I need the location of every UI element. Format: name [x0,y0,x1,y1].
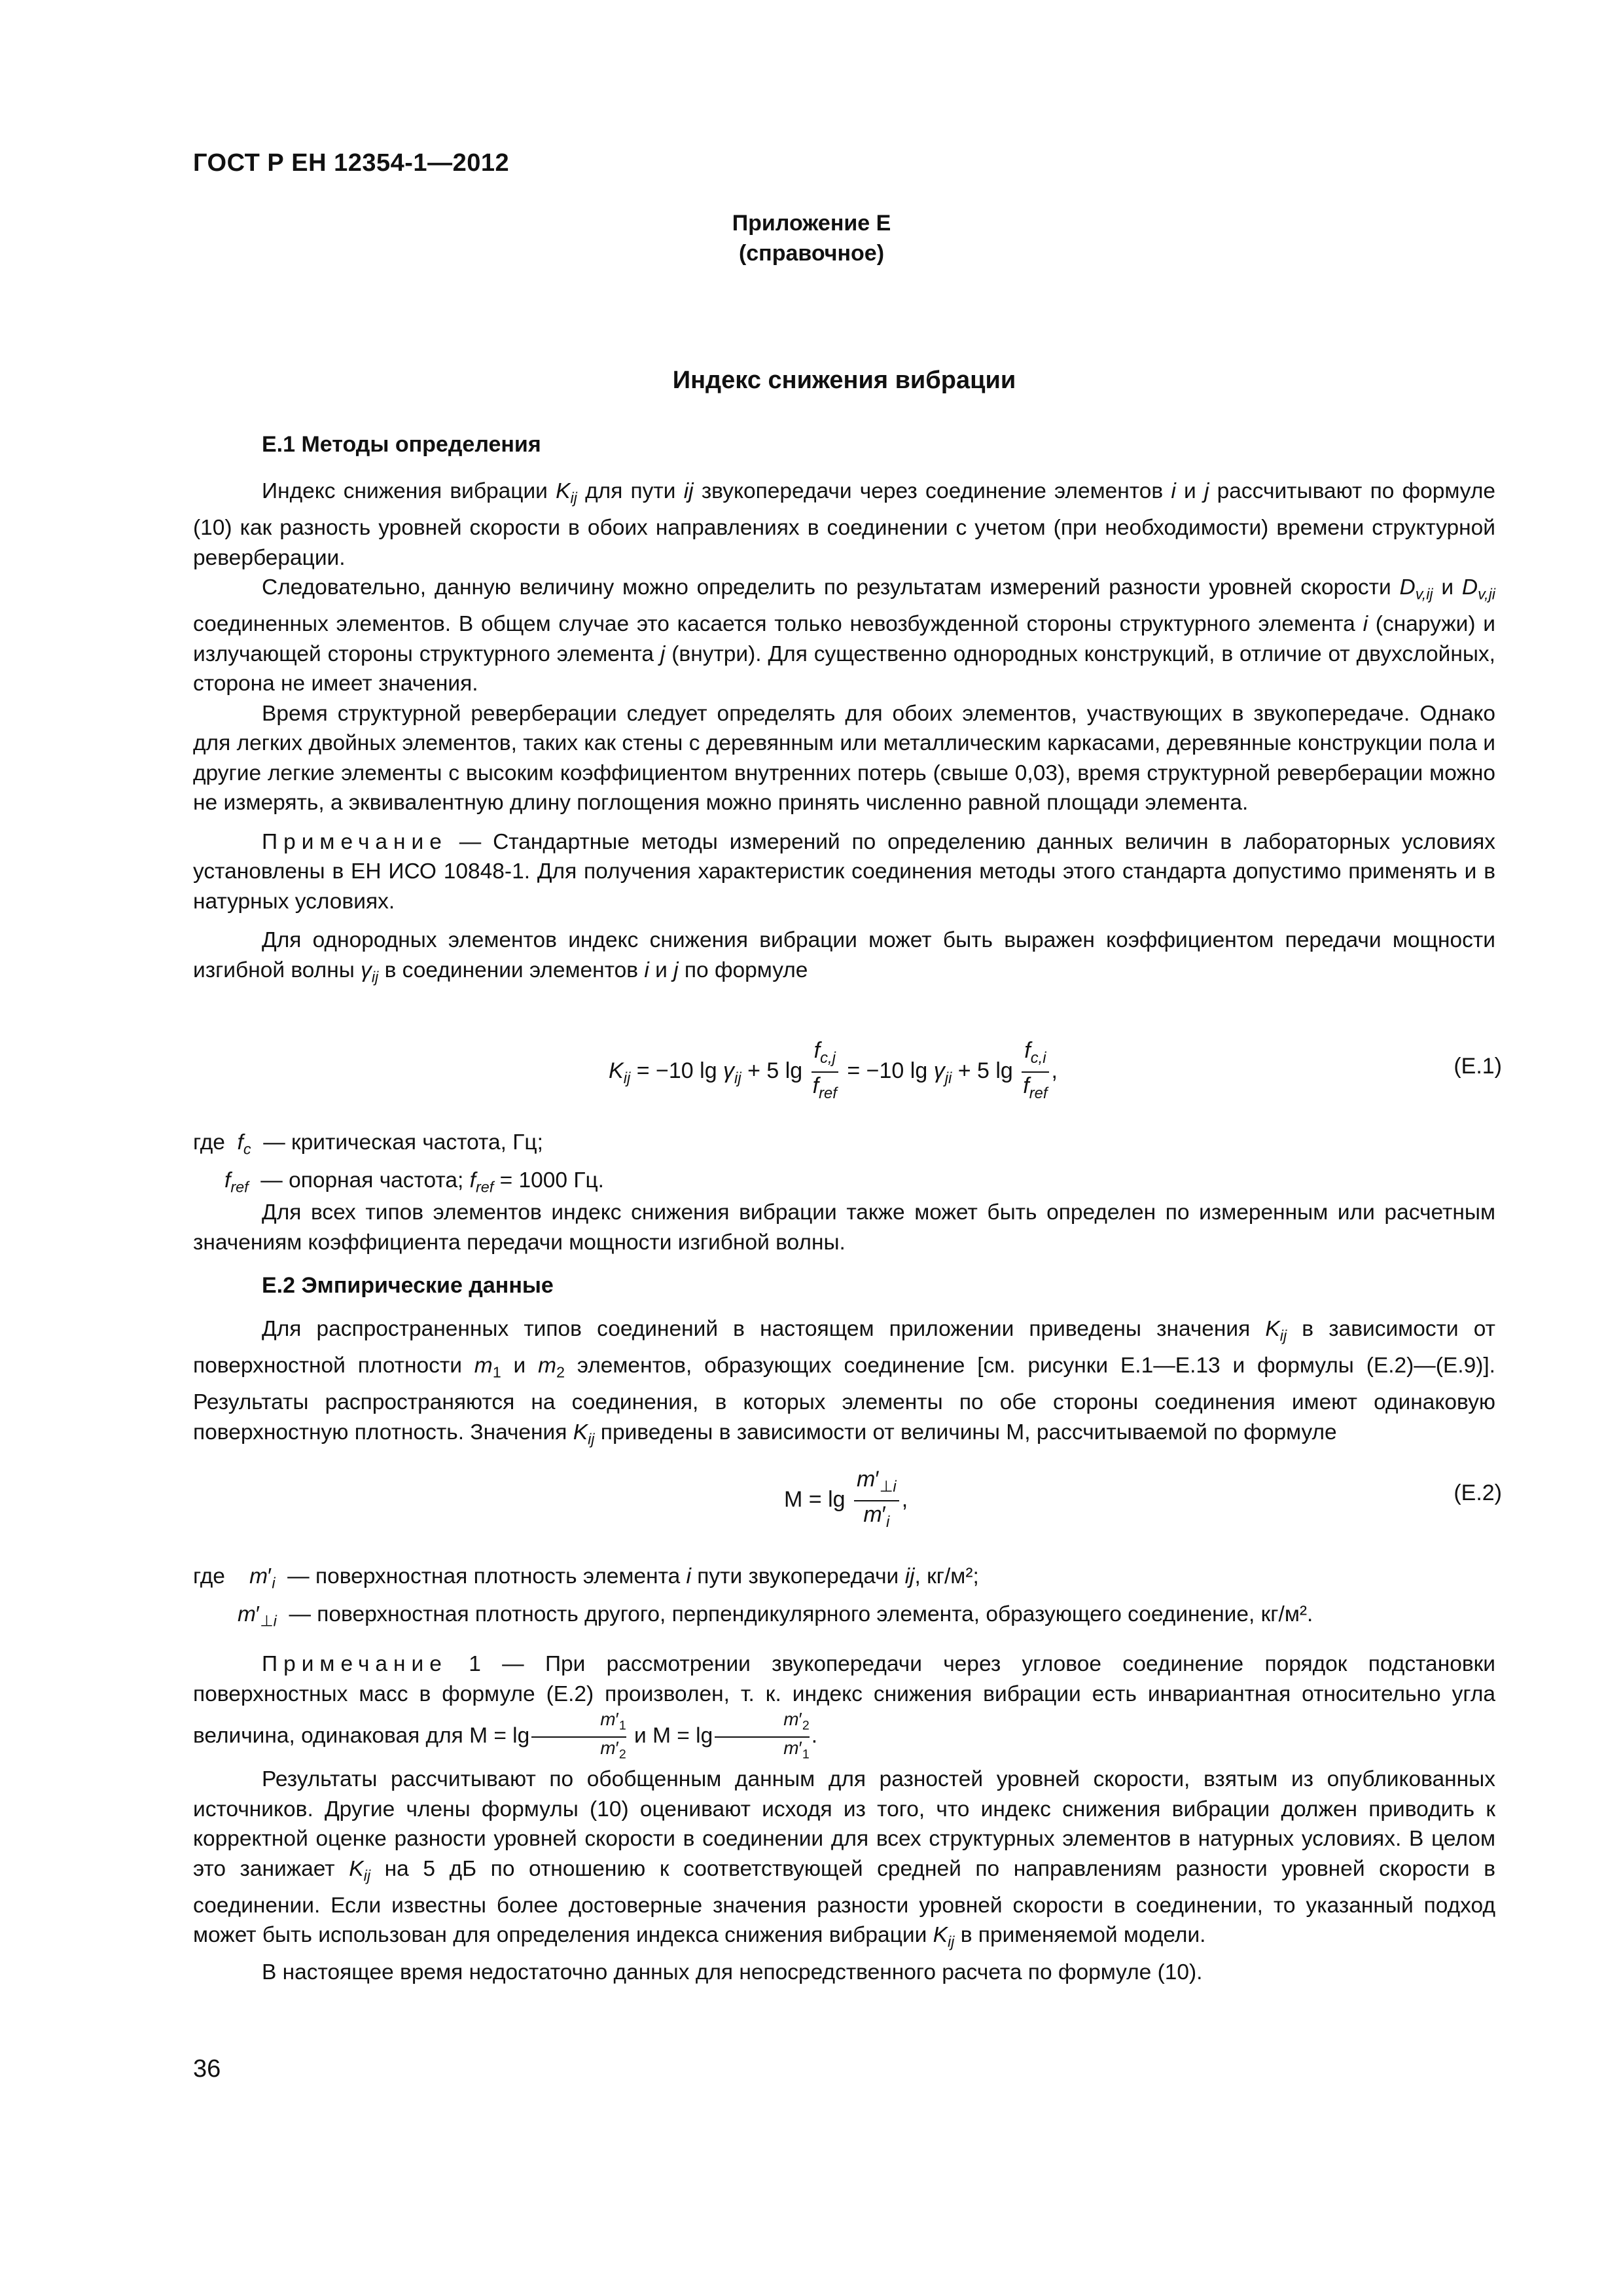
annex-label: Приложение Е [732,211,891,236]
text-block-1 [193,476,1495,992]
paragraph: Для распространенных типов соединений в настоящем приложении приведены значения $K_{ij}$ в зависимости от поверхностной плотности $m_1$ и $m_2$ элементов, образующих соединение [см. рисунки Е.1—Е.13 и формулы (Е.2)—(Е.9)]. Результаты распространяются на соединения, в которых элементы по обе стороны соединения имеют одинаковую поверхностную плотность. Значения $K_{ij}$ приведены в зависимости от величины М, рассчитываемой по формуле [193,1317,1495,1448]
text-block-3 [193,1314,1495,1454]
equation-number-e1: (Е.1) [1454,1054,1502,1079]
standard-header: ГОСТ Р ЕН 12354-1—2012 [193,149,510,177]
paragraph: Для однородных элементов индекс снижения вибрации может быть выражен коэффициентом передачи мощности изгибной волны $\gamma_{ij}$ в соединении элементов i и j по формуле [193,928,1495,986]
paragraph: Результаты рассчитывают по обобщенным данным для разностей уровней скорости, взятым из опубликованных источников. Другие члены формулы (10) оценивают исходя из того, что индекс снижения вибрации должен приводить к корректной оценке разности уровней скорости в соединении для всех структурных элементов в натурных условиях. В целом это занижает $K_{ij}$ на 5 дБ по отношению к соответствующей средней по направлениям разности уровней скорости в соединении. Если известны более достоверные значения разности уровней скорости в соединении, то указанный подход может быть использован для определения индекса снижения вибрации $K_{ij}$ в применяемой модели. [193,1767,1495,1951]
page-number: 36 [193,2055,221,2083]
paragraph: Следовательно, данную величину можно определить по результатам измерений разности уровней скорости $D_{v,ij}$ и $D_{v,ji}$ соединенных элементов. В общем случае это касается только невозбужденной стороны структурного элемента i (снаружи) и излучающей стороны структурного элемента j (внутри). Для существенно однородных конструкций, в отличие от двухслойных, сторона не имеет значения. [193,575,1496,696]
note: Примечание — Стандартные методы измерений по определению данных величин в лабораторных условиях установлены в ЕН ИСО 10848-1. Для получения характеристик соединения методы этого стандарта допустимо применять и в натурных условиях. [193,829,1495,914]
note: Примечание 1 — При рассмотрении звукопередачи через угловое соединение порядок подстановки поверхностных масс в формуле (Е.2) произволен, т. к. индекс снижения вибрации есть инвариантная относительно угла величина, одинаковая для М = lg $\frac{m'_1}{m'_2}$ и М = lg $\frac{m'_2}{m'_1}$ . [193,1652,1495,1762]
paragraph: В настоящее время недостаточно данных для непосредственного расчета по формуле (10). [262,1960,1203,1984]
paragraph: Для всех типов элементов индекс снижения вибрации также может быть определен по измеренным или расчетным значениям коэффициента передачи мощности изгибной волны. [193,1200,1495,1255]
section-heading-e2: Е.2 Эмпирические данные [262,1273,554,1298]
equation-number-e2: (Е.2) [1454,1480,1502,1505]
equation-e2: M = lg $\frac{m'_{\perp i}}{m'_i}$ , [784,1467,908,1531]
text-block-2 [193,1198,1495,1257]
paragraph: Время структурной реверберации следует определять для обоих элементов, участвующих в звукопередаче. Однако для легких двойных элементов, таких как стены с деревянным или металлическим каркасами, деревянные конструкции пола и другие легкие элементы с высоким коэффициентом внутренних потерь (свыше 0,03), время структурной реверберации можно не измерять, а эквивалентную длину поглощения можно принять численно равной площади элемента. [193,701,1495,816]
definitions-e1: где $f_c$ — критическая частота, Гц; $f_{ref}$ — опорная частота; $f_{ref} = 1000$ Гц. [193,1130,604,1196]
section-heading-e1: Е.1 Методы определения [262,432,541,457]
paragraph: Индекс снижения вибрации $K_{ij}$ для пути ij звукопередачи через соединение элементов i и j рассчитывают по формуле (10) как разность уровней скорости в обоих направлениях в соединении с учетом (при необходимости) времени структурной реверберации. [193,479,1495,570]
definitions-e2: где $m'_i$ — поверхностная плотность элемента i пути звукопередачи ij, кг/м²; $m'_{\perp i}$ — поверхностная плотность другого, перпендикулярного элемента, образующего соединение, кг/м². [193,1564,1313,1630]
equation-e1: $K_{ij} = -10$ $\lg \gamma_{ij} + 5$ lg $\frac{f_{c,j}}{f_{ref}}$ = −10 $\lg \gamma_{ji} + 5$ lg $\frac{f_{c,i}}{f_{ref}}$ , [609,1038,1058,1102]
page-title: Индекс снижения вибрации [672,367,1016,394]
annex-type: (справочное) [738,241,885,266]
text-block-4 [193,1649,1495,1987]
